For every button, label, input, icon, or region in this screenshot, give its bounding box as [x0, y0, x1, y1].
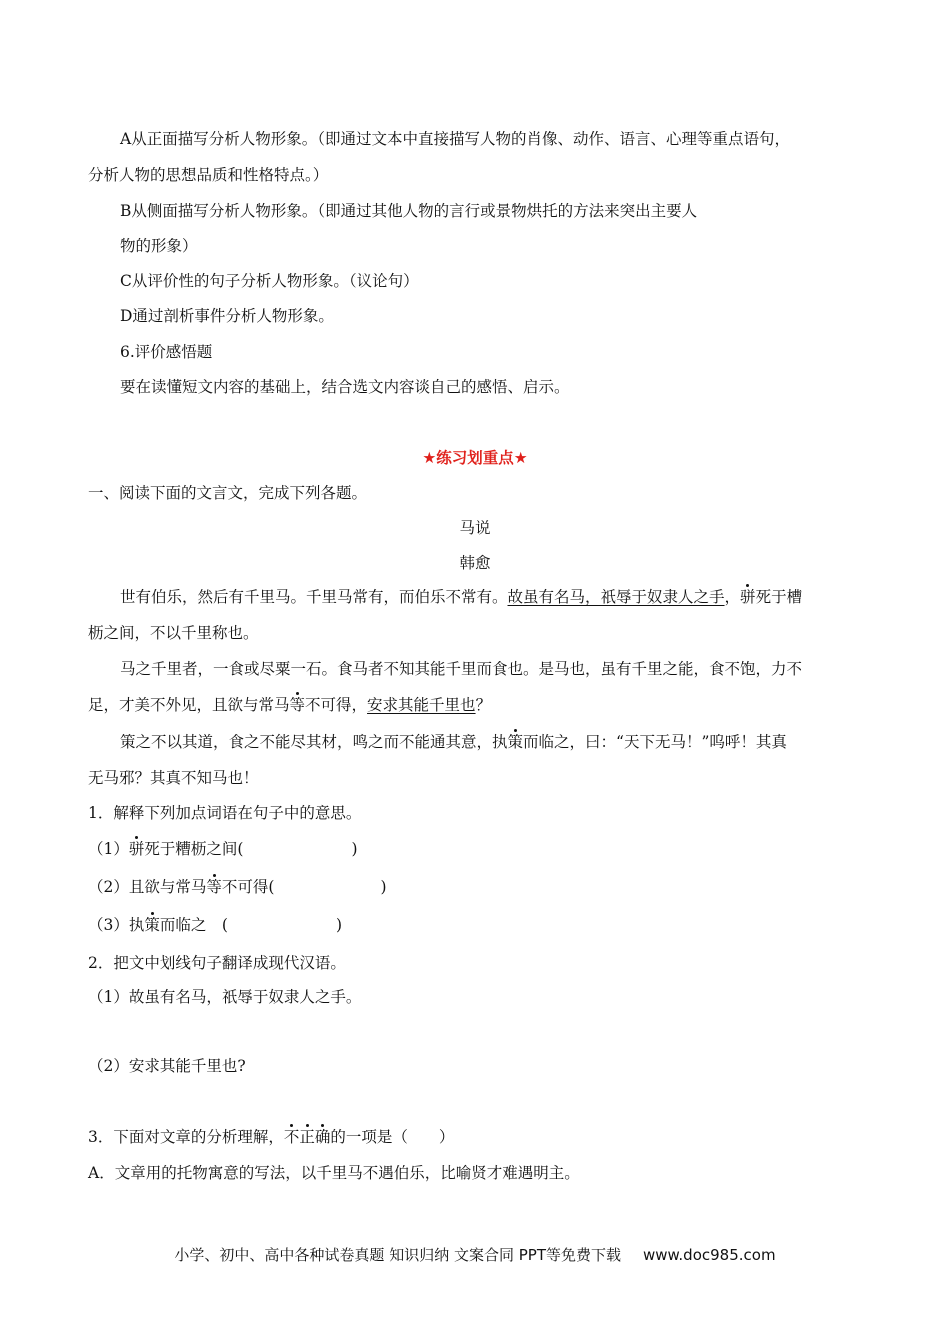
guide-a-line2: 分析人物的思想品质和性格特点。）: [88, 166, 329, 184]
question-1-stem: 1．解释下列加点词语在句子中的意思。: [88, 804, 362, 822]
underlined-sentence-1: 故虽有名马，祇辱于奴隶人之手: [507, 588, 725, 606]
section-title: ★练习划重点★: [422, 449, 528, 467]
passage-paragraph-2: 马之千里者，一食或尽粟一石。食马者不知其能千里而食也。是马也，虽有千里之能，食不饱，力不: [120, 660, 803, 678]
underlined-sentence-2: 安求其能千里也: [367, 696, 476, 714]
footer-text: 小学、初中、高中各种试卷真题 知识归纳 文案合同 PPT等免费下载: [174, 1246, 621, 1264]
question-2-item-1: （1）故虽有名马，祇辱于奴隶人之手。: [88, 988, 362, 1006]
dotted-word: 骈: [128, 840, 145, 858]
passage-paragraph-3: 策之不以其道，食之不能尽其材，鸣之而不能通其意，执策而临之，曰：“天下无马！”呜呼！其真: [120, 733, 787, 751]
dotted-word: 等: [206, 878, 222, 896]
question-3-stem: 3．下面对文章的分析理解，不正确的一项是（ ）: [88, 1128, 455, 1146]
dotted-word: 骈: [740, 588, 756, 606]
dotted-word: 策: [144, 916, 160, 934]
passage-paragraph-2-line2: 足，才美不外见，且欲与常马等不可得，安求其能千里也？: [88, 696, 492, 714]
question-1-item-3: （3）执策而临之 ( ): [88, 916, 343, 934]
dotted-word: 等: [289, 696, 306, 714]
page-footer: [0, 1244, 950, 1265]
guide-d-line: D通过剖析事件分析人物形象。: [120, 307, 334, 325]
dotted-word: 正: [299, 1128, 315, 1146]
passage-paragraph-3-line2: 无马邪？其真不知马也！: [88, 769, 259, 787]
guide-c-line: C从评价性的句子分析人物形象。（议论句）: [120, 272, 419, 290]
question-2-stem: 2．把文中划线句子翻译成现代汉语。: [88, 954, 346, 972]
passage-title: 马说: [459, 519, 491, 537]
footer-url[interactable]: www.doc985.com: [642, 1246, 776, 1264]
dotted-word: 策: [507, 733, 524, 751]
item6-body: 要在读懂短文内容的基础上，结合选文内容谈自己的感悟、启示。: [120, 378, 570, 396]
passage-paragraph-1: 世有伯乐，然后有千里马。千里马常有，而伯乐不常有。故虽有名马，祇辱于奴隶人之手，骈死于槽: [120, 588, 803, 606]
guide-b-line1: B从侧面描写分析人物形象。（即通过其他人物的言行或景物烘托的方法来突出主要人: [120, 202, 698, 220]
dotted-word: 确: [314, 1128, 331, 1146]
question-2-item-2: （2）安求其能千里也?: [88, 1057, 246, 1075]
question-1-item-2: （2）且欲与常马等不可得( ): [88, 878, 387, 896]
dotted-word: 不: [283, 1128, 300, 1146]
guide-a-line1: A从正面描写分析人物形象。（即通过文本中直接描写人物的肖像、动作、语言、心理等重点语句，: [120, 130, 790, 148]
exercise-instruction: 一、阅读下面的文言文，完成下列各题。: [88, 484, 368, 502]
passage-author: 韩愈: [459, 554, 491, 572]
question-3-option-a: A．文章用的托物寓意的写法，以千里马不遇伯乐，比喻贤才难遇明主。: [88, 1164, 580, 1182]
item6-title: 6.评价感悟题: [120, 343, 213, 361]
question-1-item-1: （1）骈死于糟枥之间( ): [88, 840, 358, 858]
passage-paragraph-1-line2: 枥之间，不以千里称也。: [88, 624, 259, 642]
guide-b-line2: 物的形象）: [120, 237, 198, 255]
